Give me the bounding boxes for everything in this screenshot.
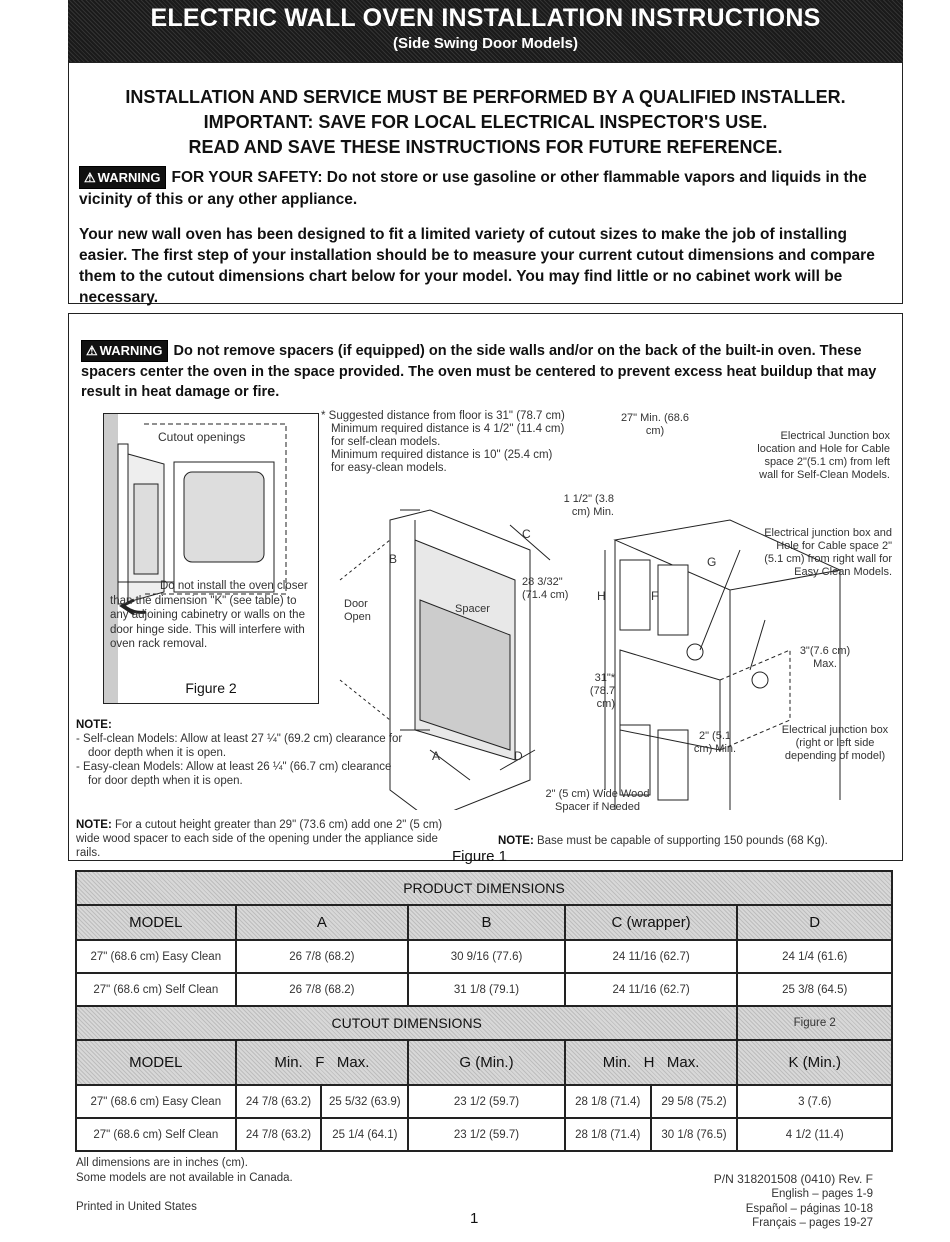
figure-1-distance-notes: [321, 410, 565, 475]
table-cell: 27" (68.6 cm) Self Clean: [76, 1118, 236, 1151]
base-note: NOTE: Base must be capable of supporting 150 pounds (68 Kg).: [498, 835, 828, 847]
canada-note: Some models are not available in Canada.: [76, 1172, 293, 1184]
table-cell: 24 11/16 (62.7): [565, 940, 738, 973]
table-cell: 24 1/4 (61.6): [737, 940, 892, 973]
spacer-label: Spacer: [455, 603, 490, 615]
heading-read-save: READ AND SAVE THESE INSTRUCTIONS FOR FUTURE REFERENCE.: [188, 137, 783, 157]
floor-distance-label: 31"* (78.7 cm): [589, 672, 615, 710]
table-cell: 24 7/8 (63.2): [236, 1085, 322, 1118]
door-depth-notes: [76, 718, 406, 788]
table-row: [76, 940, 892, 973]
col-b: B: [408, 905, 565, 940]
table-cell: 26 7/8 (68.2): [236, 940, 409, 973]
lang-spanish: Español – páginas 10-18: [745, 1202, 873, 1215]
table-cell: 3 (7.6): [737, 1085, 892, 1118]
table-cell: 24 7/8 (63.2): [236, 1118, 322, 1151]
junction-box-left-label: Electrical Junction box location and Hole for Cable space 2"(5.1 cm) from left wall for Self-Clean Models.: [757, 430, 890, 481]
col-g: G (Min.): [408, 1040, 565, 1085]
figure-2-caption: Figure 2: [185, 680, 237, 696]
col-h: Min. H Max.: [565, 1040, 738, 1085]
table-cell: 29 5/8 (75.2): [651, 1085, 738, 1118]
depth-label: 28 3/32" (71.4 cm): [522, 576, 569, 601]
warning-badge: ⚠ WARNING: [79, 166, 166, 189]
max-3-label: 3"(7.6 cm) Max.: [799, 645, 851, 670]
table-cell: 23 1/2 (59.7): [408, 1085, 565, 1118]
product-dimensions-title: PRODUCT DIMENSIONS: [76, 871, 892, 905]
col-a: A: [236, 905, 409, 940]
document-title: ELECTRIC WALL OVEN INSTALLATION INSTRUCTIONS: [150, 4, 821, 32]
label-f: F: [651, 589, 659, 603]
table-cell: 28 1/8 (71.4): [565, 1118, 651, 1151]
table-cell: 25 5/32 (63.9): [321, 1085, 408, 1118]
intro-paragraph: Your new wall oven has been designed to fit a limited variety of cutout sizes to make the job of installing easier. The first step of your installation should be to measure your current cutout dimensions and compare them to the cutout dimensions chart below for your model. You may find little or no cabinet work will be necessary.: [79, 226, 875, 306]
table-cell: 30 9/16 (77.6): [408, 940, 565, 973]
junction-box-right-label: Electrical junction box and Hole for Cable space 2" (5.1 cm) from right wall for Easy Clean Models.: [764, 527, 892, 578]
figure-2-drawing: [104, 414, 318, 703]
width-min-label: 27" Min. (68.6 cm): [620, 412, 690, 437]
col-f: Min. F Max.: [236, 1040, 409, 1085]
lang-french: Français – pages 19-27: [752, 1217, 873, 1229]
figure-2: [103, 413, 319, 704]
figure-1-caption: Figure 1: [452, 848, 508, 865]
language-index: [746, 1187, 873, 1231]
label-c: C: [522, 527, 531, 541]
note-easy-clean: - Easy-clean Models: Allow at least 26 ¼" (66.7 cm) clearance for door depth when it is open.: [76, 761, 392, 787]
col-d: D: [737, 905, 892, 940]
table-cell: 28 1/8 (71.4): [565, 1085, 651, 1118]
junction-box-side-label: Electrical junction box (right or left side depending of model): [781, 724, 889, 762]
figure-2-ref: Figure 2: [737, 1006, 892, 1040]
min-self-distance: Minimum required distance is 4 1/2" (11.4 cm): [331, 423, 565, 435]
table-cell: 24 11/16 (62.7): [565, 973, 738, 1006]
table-cell: 27" (68.6 cm) Easy Clean: [76, 1085, 236, 1118]
for-self-clean: for self-clean models.: [331, 436, 441, 448]
suggested-distance: * Suggested distance from floor is 31" (78.7 cm): [321, 410, 565, 422]
table-cell: 25 1/4 (64.1): [321, 1118, 408, 1151]
table-cell: 27" (68.6 cm) Easy Clean: [76, 940, 236, 973]
label-b: B: [389, 552, 398, 566]
document-subtitle: (Side Swing Door Models): [392, 35, 578, 52]
dimensions-table: [75, 870, 893, 1152]
part-number: P/N 318201508 (0410) Rev. F: [713, 1172, 873, 1186]
safety-warning: [79, 166, 892, 210]
table-row: [76, 973, 892, 1006]
col-c: C (wrapper): [565, 905, 738, 940]
table-cell: 4 1/2 (11.4): [737, 1118, 892, 1151]
table-row: [76, 1118, 892, 1151]
bottom-gap-label: 2" (5.1 cm) Min.: [693, 730, 737, 755]
label-g: G: [707, 555, 717, 569]
table-cell: 26 7/8 (68.2): [236, 973, 409, 1006]
title-banner: [68, 0, 903, 62]
col-model: MODEL: [76, 905, 236, 940]
figure-2-note: Do not install the oven closer than the dimension "K" (see table) to any adjoining cabinetry or walls on the door hinge side. This will interfere with oven rack removal.: [110, 580, 308, 650]
door-open-label: Door Open: [344, 598, 371, 623]
table-cell: 31 1/8 (79.1): [408, 973, 565, 1006]
table-cell: 27" (68.6 cm) Self Clean: [76, 973, 236, 1006]
table-cell: 30 1/8 (76.5): [651, 1118, 738, 1151]
cutout-height-note: NOTE: For a cutout height greater than 29" (73.6 cm) add one 2" (5 cm) wide wood spacer to each side of the opening under the appliance side rails.: [76, 819, 443, 859]
note-label: NOTE:: [76, 719, 112, 731]
table-row: [76, 1085, 892, 1118]
note-self-clean: - Self-clean Models: Allow at least 27 ¼" (69.2 cm) clearance for door depth when it is open.: [76, 733, 403, 759]
table-cell: 25 3/8 (64.5): [737, 973, 892, 1006]
heading-qualified: INSTALLATION AND SERVICE MUST BE PERFORMED BY A QUALIFIED INSTALLER.: [125, 87, 846, 107]
min-easy-distance: Minimum required distance is 10" (25.4 cm): [331, 449, 553, 461]
for-easy-clean: for easy-clean models.: [331, 462, 447, 474]
label-a: A: [432, 749, 441, 763]
cutout-dimensions-title: CUTOUT DIMENSIONS: [76, 1006, 737, 1040]
col-model: MODEL: [76, 1040, 236, 1085]
table-cell: 23 1/2 (59.7): [408, 1118, 565, 1151]
heading-important: IMPORTANT: SAVE FOR LOCAL ELECTRICAL INSPECTOR'S USE.: [203, 112, 768, 132]
spacer-warning: [81, 340, 891, 402]
printed-in: Printed in United States: [76, 1201, 197, 1213]
lang-english: English – pages 1-9: [771, 1188, 873, 1200]
intro-box: [68, 62, 903, 304]
warning-text: FOR YOUR SAFETY: Do not store or use gasoline or other flammable vapors and liquids in the vicinity of this or any other appliance.: [79, 169, 867, 208]
wood-spacer-label: 2" (5 cm) Wide Wood Spacer if Needed: [545, 788, 650, 813]
dimensions-units-note: All dimensions are in inches (cm).: [76, 1157, 248, 1169]
cutout-openings-label: Cutout openings: [158, 430, 246, 444]
warning-text: Do not remove spacers (if equipped) on the side walls and/or on the back of the built-in oven. These spacers center the oven in the space provided. The oven must be centered to prevent excess heat buildup that may result in heat damage or fire.: [81, 343, 877, 400]
label-d: D: [514, 749, 523, 763]
label-h: H: [597, 589, 606, 603]
col-k: K (Min.): [737, 1040, 892, 1085]
warning-badge: ⚠ WARNING: [81, 340, 168, 362]
page-number: 1: [470, 1210, 479, 1227]
top-gap-label: 1 1/2" (3.8 cm) Min.: [563, 493, 614, 518]
